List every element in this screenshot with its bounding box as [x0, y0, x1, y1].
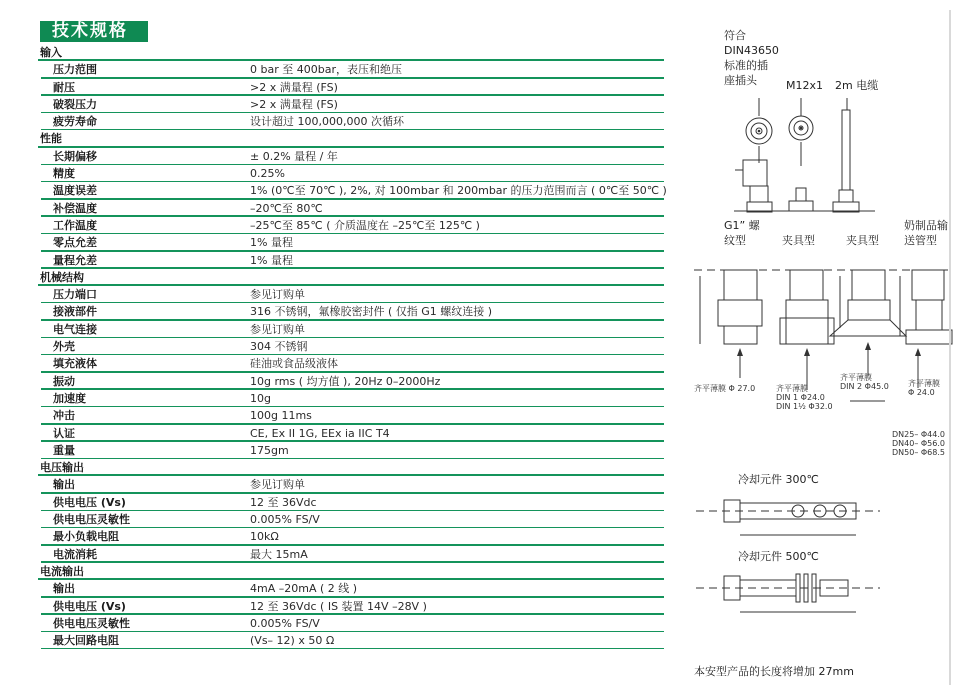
spec-label: 接液部件: [53, 305, 97, 319]
spec-row: [38, 615, 664, 632]
m12-connector-label: M12x1: [786, 79, 823, 92]
spec-row: [38, 494, 664, 511]
spec-value: 1% 量程: [250, 253, 293, 267]
spec-row: [38, 182, 667, 199]
spec-value: 参见订购单: [250, 322, 305, 336]
spec-value: 硅油或食品级液体: [250, 357, 338, 371]
spec-row: [38, 511, 664, 528]
g1-port-label: G1” 螺 纹型: [724, 219, 760, 247]
spec-row: [38, 598, 664, 615]
section-header: [38, 269, 664, 286]
section-title: 输入: [40, 46, 62, 59]
spec-value: 0.005% FS/V: [250, 616, 320, 630]
section-title: 电流输出: [40, 564, 84, 578]
page-edge: [949, 10, 951, 685]
spec-label: 加速度: [53, 391, 86, 405]
spec-label: 量程允差: [53, 253, 97, 267]
spec-row: [38, 286, 664, 303]
spec-value: 10kΩ: [250, 530, 279, 544]
spec-row: [38, 252, 664, 269]
spec-label: 破裂压力: [53, 97, 97, 111]
spec-row: [38, 148, 664, 165]
spec-row: [38, 425, 664, 442]
spec-label: 长期偏移: [53, 149, 97, 163]
spec-row: [38, 113, 664, 130]
spec-label: 工作温度: [53, 218, 97, 232]
spec-value: 4mA –20mA ( 2 线 ): [250, 582, 358, 596]
cooling-drawings: [680, 18, 959, 693]
spec-label: 压力端口: [53, 288, 97, 302]
spec-row: [38, 632, 664, 649]
cooling-300-label: 冷却元件 300℃: [738, 473, 819, 486]
spec-label: 供电电压 (Vs): [53, 599, 126, 613]
clamp2-flush-diaphragm: 齐平薄膜 DIN 2 Φ45.0: [840, 373, 889, 391]
spec-label: 疲劳寿命: [53, 115, 97, 129]
page-title: 技术规格: [40, 21, 148, 42]
clamp-port-label-2: 夹具型: [846, 234, 879, 247]
spec-value: (Vs– 12) x 50 Ω: [250, 634, 335, 648]
spec-row: [38, 373, 664, 390]
spec-value: 参见订购单: [250, 478, 305, 492]
spec-table: [38, 44, 667, 649]
spec-row: [38, 321, 664, 338]
spec-row: [38, 234, 664, 251]
spec-label: 认证: [53, 426, 75, 440]
spec-label: 精度: [53, 167, 75, 181]
spec-value: ± 0.2% 量程 / 年: [250, 149, 338, 163]
spec-row: [38, 355, 664, 372]
cable-connector-label: 2m 电缆: [835, 79, 879, 92]
spec-row: [38, 165, 664, 182]
clamp1-flush-diaphragm: 齐平薄膜 DIN 1 Φ24.0 DIN 1½ Φ32.0: [776, 384, 833, 411]
spec-value: 0.25%: [250, 167, 285, 181]
spec-row: [38, 79, 664, 96]
spec-value: 10g rms ( 均方值 ), 20Hz 0–2000Hz: [250, 374, 441, 388]
spec-row: [38, 528, 664, 545]
spec-row: [38, 442, 664, 459]
spec-label: 外壳: [53, 340, 75, 354]
spec-row: [38, 200, 664, 217]
clamp-port-label-1: 夹具型: [782, 234, 815, 247]
spec-label: 重量: [53, 443, 75, 457]
spec-value: >2 x 满量程 (FS): [250, 80, 338, 94]
row-rule: [41, 648, 664, 650]
spec-value: 1% (0℃至 70℃ ), 2%, 对 100mbar 和 200mbar 的压力范围而言 ( 0℃至 50℃ ): [250, 184, 667, 198]
spec-label: 供电电压灵敏性: [53, 513, 130, 527]
spec-label: 输出: [53, 582, 75, 596]
spec-label: 振动: [53, 374, 75, 388]
spec-row: [38, 338, 664, 355]
spec-label: 供电电压 (Vs): [53, 495, 126, 509]
spec-label: 最小负载电阻: [53, 530, 119, 544]
section-title: 性能: [40, 132, 62, 146]
section-header: [38, 563, 664, 580]
section-title: 机械结构: [40, 270, 84, 284]
dairy-flush-diaphragm: 齐平薄膜 Φ 24.0: [908, 379, 940, 397]
spec-row: [38, 61, 664, 78]
spec-value: 最大 15mA: [250, 547, 308, 561]
dn-size-list: DN25– Φ44.0 DN40– Φ56.0 DN50– Φ68.5: [892, 430, 945, 457]
spec-label: 电气连接: [53, 322, 97, 336]
spec-value: 100g 11ms: [250, 409, 312, 423]
spec-label: 冲击: [53, 409, 75, 423]
spec-value: >2 x 满量程 (FS): [250, 97, 338, 111]
spec-row: [38, 390, 664, 407]
spec-label: 温度误差: [53, 184, 97, 198]
spec-value: 1% 量程: [250, 236, 293, 250]
spec-label: 耐压: [53, 80, 75, 94]
section-header: [38, 130, 664, 147]
spec-value: 175gm: [250, 443, 289, 457]
spec-value: –25℃至 85℃ ( 介质温度在 –25℃至 125℃ ): [250, 218, 480, 232]
intrinsic-safety-note: 本安型产品的长度将增加 27mm: [694, 665, 854, 678]
dairy-port-label: 奶制品输 送管型: [904, 219, 948, 247]
spec-label: 压力范围: [53, 63, 97, 77]
section-header: [38, 459, 664, 476]
diagram-panel: [680, 18, 959, 693]
spec-label: 填充液体: [53, 357, 97, 371]
spec-row: [38, 580, 664, 597]
spec-value: 316 不锈钢，氟橡胶密封件 ( 仅指 G1 螺纹连接 ): [250, 305, 493, 319]
spec-row: [38, 546, 664, 563]
spec-row: [38, 476, 664, 493]
spec-value: 12 至 36Vdc ( IS 装置 14V –28V ): [250, 599, 427, 613]
spec-value: 设计超过 100,000,000 次循环: [250, 115, 404, 129]
spec-label: 输出: [53, 478, 75, 492]
spec-label: 供电电压灵敏性: [53, 616, 130, 630]
spec-value: 0.005% FS/V: [250, 513, 320, 527]
spec-label: 补偿温度: [53, 201, 97, 215]
spec-value: 0 bar 至 400bar，表压和绝压: [250, 63, 402, 77]
section-header: [38, 44, 664, 61]
spec-row: [38, 96, 664, 113]
cooling-500-label: 冷却元件 500℃: [738, 550, 819, 563]
section-title: 电压输出: [40, 461, 84, 475]
din-connector-label: 符合 DIN43650 标准的插 座插头: [724, 29, 779, 87]
spec-value: 12 至 36Vdc: [250, 495, 317, 509]
spec-value: CE, Ex II 1G, EEx ia IIC T4: [250, 426, 390, 440]
spec-label: 最大回路电阻: [53, 634, 119, 648]
spec-value: –20℃至 80℃: [250, 201, 323, 215]
spec-value: 10g: [250, 391, 271, 405]
spec-label: 电流消耗: [53, 547, 97, 561]
spec-value: 304 不锈钢: [250, 340, 308, 354]
spec-row: [38, 217, 664, 234]
spec-row: [38, 407, 664, 424]
spec-row: [38, 303, 664, 320]
spec-label: 零点允差: [53, 236, 97, 250]
spec-value: 参见订购单: [250, 288, 305, 302]
g1-flush-diaphragm: 齐平薄膜 Φ 27.0: [694, 384, 756, 393]
